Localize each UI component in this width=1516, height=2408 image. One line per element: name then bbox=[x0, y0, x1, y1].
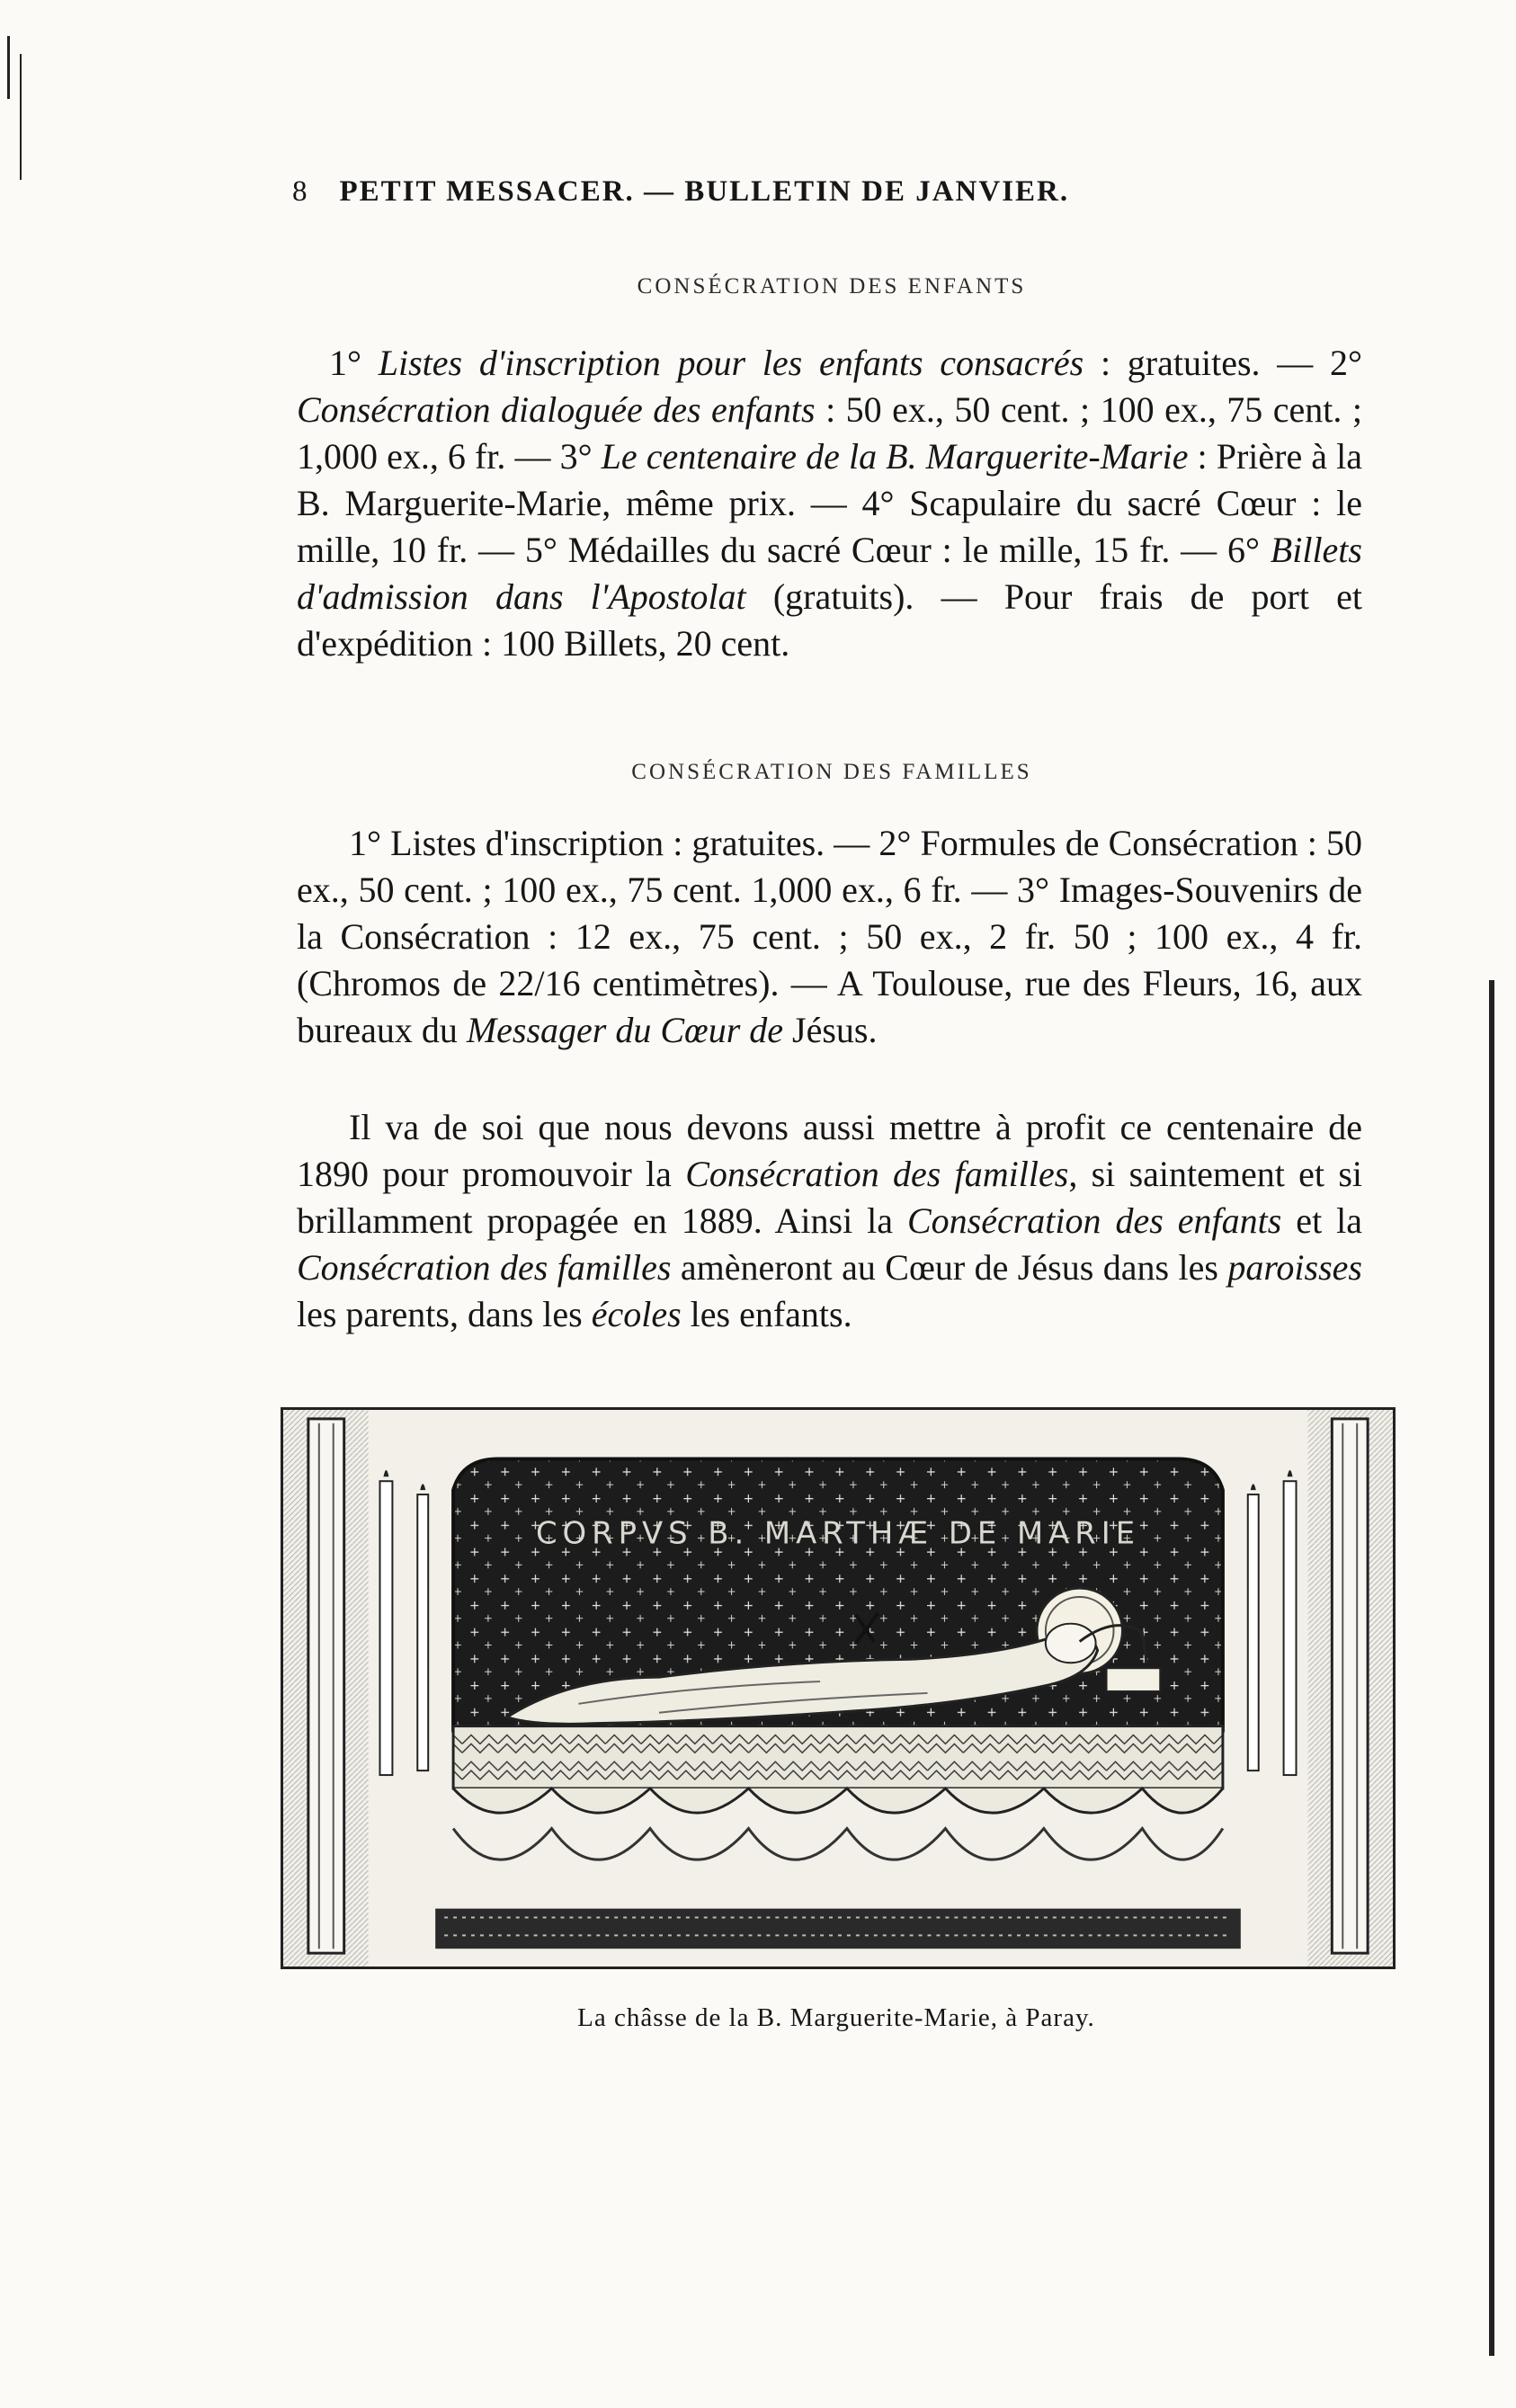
text-run: Il va de soi que nous devons aussi mettre à profit ce centenaire de 1890 pour promouvoir la bbox=[297, 1107, 1362, 1194]
margin-bleed-mark bbox=[20, 54, 22, 180]
column-left bbox=[308, 1419, 344, 1953]
italic-run: Messager du Cœur de bbox=[466, 1010, 784, 1050]
text-run: : gratuites. — 2° bbox=[1083, 343, 1363, 383]
text-run: amèneront au Cœur de Jésus dans les bbox=[671, 1247, 1228, 1288]
paragraph-enfants bbox=[297, 340, 1362, 667]
italic-run: écoles bbox=[591, 1294, 682, 1334]
running-header bbox=[292, 175, 1254, 209]
italic-run: Consécration dialoguée des enfants bbox=[297, 389, 816, 430]
italic-run: Le centenaire de la B. Marguerite-Marie bbox=[601, 436, 1189, 477]
text-run: 1° bbox=[329, 343, 379, 383]
text-run: Jésus. bbox=[783, 1010, 878, 1050]
text-run: les enfants. bbox=[681, 1294, 852, 1334]
text-run: : Prière à la B. Marguerite-Marie, même prix. — 4° Scapulaire du sacré Cœur : le mille, 10 fr. — 5° Médailles du sacré Cœur : le mille, 15 fr. — 6° bbox=[297, 436, 1363, 570]
text-run: les parents, dans les bbox=[297, 1294, 592, 1334]
italic-run: Consécration des familles bbox=[297, 1247, 672, 1288]
text-run: 1° Listes d'inscription : gratuites. — 2° Formules de Consécration : 50 ex., 50 cent. ; 100 ex., 75 cent. 1,000 ex., 6 fr. — 3° Images-Souvenirs de la Consécration : 12 ex., 75 cent. ; 50 ex., 2 fr. 50 ; 100 ex., 4 fr. (Chromos de 22/16 centimètres). — A Toulouse, rue des Fleurs, 16, aux bureaux du bbox=[297, 823, 1362, 1050]
reliquary-engraving bbox=[281, 1407, 1396, 1969]
section-title-enfants: CONSÉCRATION DES ENFANTS bbox=[637, 274, 1027, 299]
italic-run: Consécration des enfants bbox=[906, 1200, 1282, 1241]
text-run: (gratuits). — Pour frais de port et d'expédition : 100 Billets, 20 cent. bbox=[297, 576, 1362, 664]
italic-run: Billets d'admission dans l'Apostolat bbox=[297, 530, 1362, 617]
italic-run: Consécration des familles bbox=[685, 1154, 1069, 1194]
running-title: PETIT MESSACER. — BULLETIN DE JANVIER. bbox=[339, 175, 1070, 208]
column-right bbox=[1332, 1419, 1368, 1953]
paragraph-closing bbox=[297, 1104, 1362, 1338]
paragraph-familles bbox=[297, 820, 1362, 1054]
text-run: : 50 ex., 50 cent. ; 100 ex., 75 cent. ; 1,000 ex., 6 fr. — 3° bbox=[297, 389, 1363, 477]
margin-bleed-mark bbox=[7, 36, 10, 99]
italic-run: paroisses bbox=[1227, 1247, 1362, 1288]
text-run: , si saintement et si brillamment propagée en 1889. Ainsi la bbox=[297, 1154, 1362, 1241]
italic-run: Listes d'inscription pour les enfants consacrés bbox=[378, 343, 1084, 383]
canopy-inscription: CORPVS B. MARTHÆ DE MARIE bbox=[535, 1515, 1141, 1551]
figure-caption: La châsse de la B. Marguerite-Marie, à Paray. bbox=[577, 2003, 1095, 2032]
section-title-familles: CONSÉCRATION DES FAMILLES bbox=[631, 760, 1032, 784]
reliquary-illustration bbox=[283, 1410, 1393, 1967]
page-number: 8 bbox=[292, 175, 309, 208]
text-run: et la bbox=[1281, 1200, 1363, 1241]
margin-bleed-mark bbox=[1489, 980, 1494, 2356]
